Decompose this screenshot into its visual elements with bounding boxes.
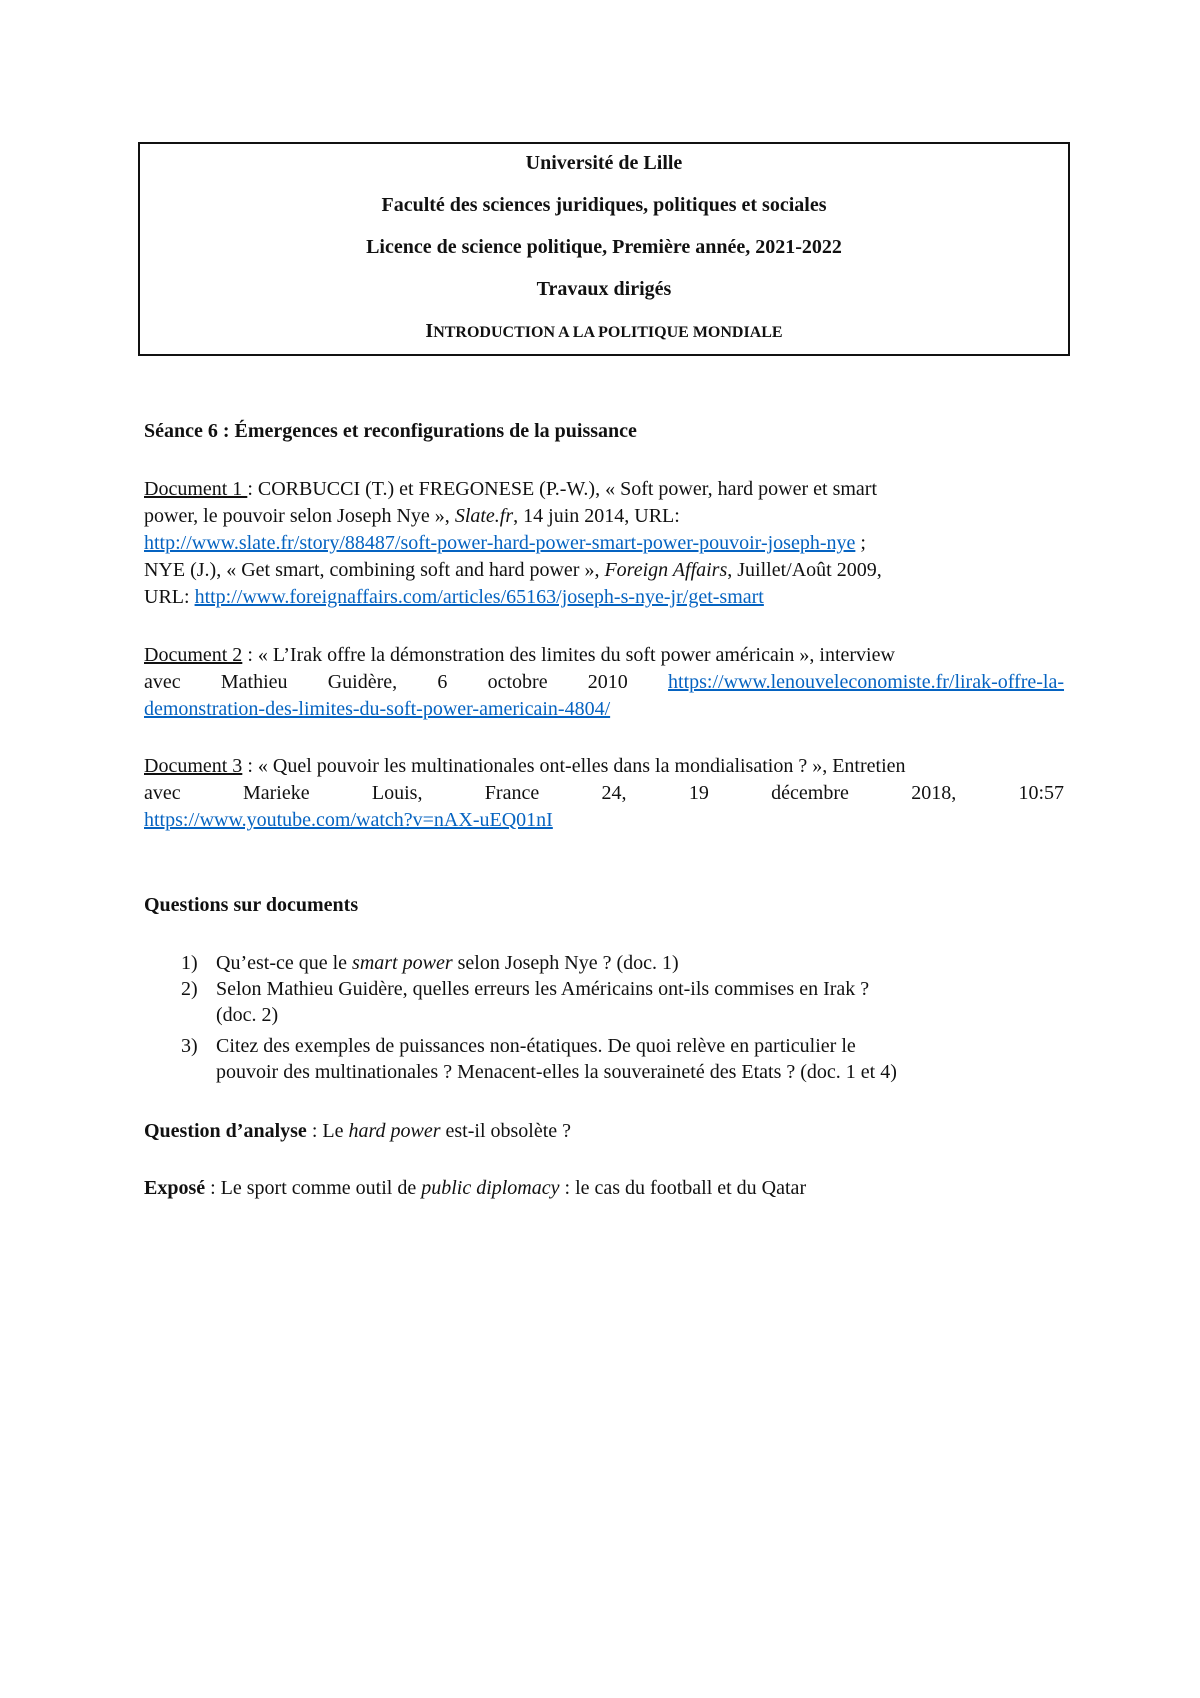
expose-post: : le cas du football et du Qatar	[559, 1177, 807, 1199]
doc1-line5	[144, 584, 764, 610]
doc3-word: décembre	[771, 782, 849, 804]
expose-label: Exposé	[144, 1177, 206, 1199]
doc3-word: France	[484, 782, 540, 804]
course-title	[140, 319, 1068, 345]
doc2-word: avec	[144, 671, 181, 693]
doc3-word: 19	[688, 782, 709, 804]
expose-topic	[144, 1175, 806, 1201]
doc2-word: 6	[437, 671, 448, 693]
doc3-word: Marieke	[242, 782, 310, 804]
analysis-italic: hard power	[348, 1120, 441, 1142]
doc3-line1-text: : « Quel pouvoir les multinationales ont-elles dans la mondialisation ? », Entretien	[242, 755, 906, 777]
question-2-line2: (doc. 2)	[216, 1004, 279, 1026]
doc1-line4-pre: NYE (J.), « Get smart, combining soft and hard power »,	[144, 559, 605, 581]
doc2-word: Guidère,	[327, 671, 398, 693]
doc1-journal: Foreign Affairs	[604, 559, 728, 581]
question-1-italic: smart power	[352, 952, 453, 974]
doc2-word: 2010	[587, 671, 628, 693]
question-1-post: selon Joseph Nye ? (doc. 1)	[452, 952, 679, 974]
question-3-line2: pouvoir des multinationales ? Menacent-elles la souveraineté des Etats ? (doc. 1 et 4)	[216, 1061, 897, 1083]
university-name: Université de Lille	[525, 152, 683, 174]
analysis-pre: : Le	[306, 1120, 349, 1142]
doc2-label: Document 2	[144, 644, 243, 666]
doc3-line2	[144, 780, 1064, 806]
course-type: Travaux dirigés	[536, 278, 672, 300]
doc1-url2-link[interactable]: http://www.foreignaffairs.com/articles/65163/joseph-s-nye-jr/get-smart	[194, 586, 764, 608]
doc2-line3	[144, 696, 610, 722]
question-2-line1: Selon Mathieu Guidère, quelles erreurs les Américains ont-ils commises en Irak ?	[216, 978, 870, 1000]
expose-pre: : Le sport comme outil de	[205, 1177, 422, 1199]
question-1-pre: Qu’est-ce que le	[216, 952, 353, 974]
doc1-line2-post: , 14 juin 2014, URL:	[513, 505, 680, 527]
doc1-line2-pre: power, le pouvoir selon Joseph Nye »,	[144, 505, 455, 527]
doc1-url1-suffix: ;	[855, 532, 866, 554]
faculty-name: Faculté des sciences juridiques, politiques et sociales	[381, 194, 827, 216]
questions-title: Questions sur documents	[144, 894, 359, 916]
doc1-line5-pre: URL:	[144, 586, 195, 608]
course-title-initial: I	[425, 320, 434, 342]
doc1-line3	[144, 530, 866, 556]
doc3-word: avec	[144, 782, 181, 804]
doc1-url1-link[interactable]: http://www.slate.fr/story/88487/soft-power-hard-power-smart-power-pouvoir-joseph-nye	[144, 532, 856, 554]
doc3-word: 2018,	[911, 782, 957, 804]
analysis-post: est-il obsolète ?	[440, 1120, 572, 1142]
doc2-line1	[144, 642, 895, 668]
doc3-line3	[144, 807, 553, 833]
analysis-label: Question d’analyse	[144, 1120, 307, 1142]
doc2-url-link-cont[interactable]: demonstration-des-limites-du-soft-power-americain-4804/	[144, 698, 611, 720]
doc2-line1-text: : « L’Irak offre la démonstration des limites du soft power américain », interview	[242, 644, 895, 666]
doc2-word: octobre	[487, 671, 548, 693]
doc2-line2	[144, 669, 1064, 695]
doc1-line2	[144, 503, 680, 529]
doc1-line4-post: , Juillet/Août 2009,	[727, 559, 882, 581]
doc1-line4	[144, 557, 882, 583]
doc1-line1-text: : CORBUCCI (T.) et FREGONESE (P.-W.), « Soft power, hard power et smart	[247, 478, 877, 500]
doc3-word: 10:57	[1018, 782, 1065, 804]
doc1-label: Document 1	[144, 478, 248, 500]
doc3-label: Document 3	[144, 755, 243, 777]
doc1-line1	[144, 476, 877, 502]
doc3-word: Louis,	[371, 782, 423, 804]
question-number: 2)	[181, 978, 198, 1000]
question-number: 3)	[181, 1035, 198, 1057]
question-1	[216, 950, 679, 976]
doc2-word: Mathieu	[220, 671, 288, 693]
question-3-line1: Citez des exemples de puissances non-étatiques. De quoi relève en particulier le	[216, 1035, 856, 1057]
session-title: Séance 6 : Émergences et reconfigurations de la puissance	[144, 420, 637, 442]
course-title-rest: NTRODUCTION A LA POLITIQUE MONDIALE	[433, 324, 783, 341]
analysis-question	[144, 1118, 571, 1144]
program-name: Licence de science politique, Première année, 2021-2022	[366, 236, 842, 258]
doc3-url-link[interactable]: https://www.youtube.com/watch?v=nAX-uEQ01nI	[144, 809, 553, 831]
doc3-line1	[144, 753, 906, 779]
expose-italic: public diplomacy	[421, 1177, 560, 1199]
question-number: 1)	[181, 952, 198, 974]
doc3-word: 24,	[601, 782, 627, 804]
header-box	[138, 142, 1070, 356]
doc1-source: Slate.fr	[454, 505, 514, 527]
doc2-url-link[interactable]: https://www.lenouveleconomiste.fr/lirak-offre-la-	[668, 671, 1065, 693]
